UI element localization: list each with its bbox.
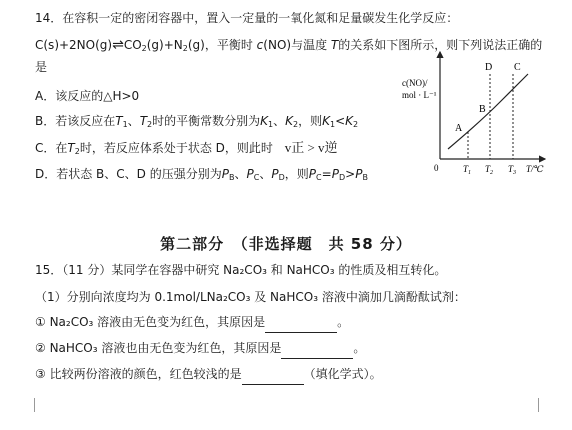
q14-line-3: 是	[35, 60, 48, 74]
q15-text: （填化学式）。	[303, 367, 382, 381]
sub: B	[228, 173, 235, 182]
var-t: T	[330, 38, 339, 52]
q14-option-a: A．该反应的△H>0	[35, 89, 140, 103]
opt-text: 、	[127, 114, 140, 128]
sub: 2	[74, 147, 80, 156]
sub: 2	[147, 120, 153, 129]
q15-line-2: （1）分别向浓度均为 0.1mol/LNa₂CO₃ 及 NaHCO₃ 溶液中滴加几滴酚酞试剂：	[35, 290, 466, 304]
q14-text: 的关系如下图所示，则下列说法正确的	[338, 38, 543, 52]
answer-blank-3[interactable]	[242, 368, 304, 385]
q15-line-4	[35, 340, 365, 359]
page-corner-mark	[538, 398, 553, 412]
origin-label: 0	[434, 163, 439, 173]
q14-text: (g)，平衡时	[187, 38, 253, 52]
opt-text: D．若状态 B、C、D 的压强分别为	[35, 167, 222, 181]
q14-option-b	[35, 113, 358, 133]
var: P	[271, 167, 279, 181]
sub: 1	[268, 120, 274, 129]
var-c: c	[256, 38, 264, 52]
q15-line-5	[35, 366, 382, 385]
opt-text: 、	[259, 167, 272, 181]
q14-option-d	[35, 166, 368, 186]
q15-text: ② NaHCO₃ 溶液也由无色变为红色，其原因是	[35, 341, 282, 355]
q14-line-1: 14．在容积一定的密闭容器中，置入一定量的一氧化氮和足量碳发生化学反应：	[35, 11, 459, 25]
q14-text: (NO)与温度	[263, 38, 328, 52]
answer-blank-2[interactable]	[281, 342, 353, 359]
opt-text: ，则	[298, 114, 323, 128]
q14-reaction-n2: (g)+N	[146, 38, 183, 52]
tick-t3: $T_3$	[508, 164, 517, 176]
opt-text: ，则	[284, 167, 309, 181]
var: K	[322, 114, 330, 128]
q15-text: 。	[337, 315, 350, 329]
var: K	[285, 114, 293, 128]
q15-line-3	[35, 314, 349, 333]
var: K	[260, 114, 269, 128]
q14-graph	[400, 44, 550, 184]
equilibrium-arrow-icon: ⇌	[112, 37, 124, 53]
var: P	[355, 167, 363, 181]
page-corner-mark	[20, 398, 35, 412]
sub: B	[362, 173, 368, 182]
opt-text: C．在	[35, 141, 68, 155]
opt-text: <	[335, 114, 346, 128]
sub: 1	[329, 120, 336, 129]
x-axis-label: T/℃	[526, 164, 544, 174]
sub: D	[338, 173, 346, 182]
q15-line-1: 15．（11 分）某同学在容器中研究 Na₂CO₃ 和 NaHCO₃ 的性质及相互转化。	[35, 263, 447, 277]
q15-text: ③ 比较两份溶液的颜色，红色较浅的是	[35, 367, 242, 381]
sub: 2	[293, 120, 299, 129]
var: K	[345, 114, 354, 128]
q14-reaction-reactants: C(s)+2NO(g)	[35, 38, 113, 52]
q15-text: 。	[353, 341, 366, 355]
sub: D	[278, 173, 285, 182]
opt-text: =	[321, 167, 332, 181]
var: P	[308, 167, 317, 181]
var: T	[115, 114, 123, 128]
answer-blank-1[interactable]	[265, 316, 337, 333]
point-d-label: D	[485, 62, 493, 73]
opt-text: 、	[273, 114, 286, 128]
var: P	[331, 167, 339, 181]
sub-2: 2	[141, 44, 147, 53]
opt-text: >	[345, 167, 356, 181]
tick-t2: $T_2$	[485, 164, 494, 176]
sub: 2	[353, 120, 359, 129]
opt-text: 时的平衡常数分别为	[152, 114, 261, 128]
section-heading: 第二部分 （非选择题 共 58 分）	[160, 235, 412, 253]
y-axis-unit: mol · L⁻¹	[402, 90, 437, 100]
rate-comparison: v正 > v逆	[284, 140, 338, 155]
sub: C	[316, 173, 322, 182]
opt-text: B．若该反应在	[35, 114, 116, 128]
q15-text: ① Na₂CO₃ 溶液由无色变为红色，其原因是	[35, 315, 266, 329]
tick-t1: $T_1$	[463, 164, 472, 176]
opt-text: 时，若反应体系处于状态 D，则此时	[79, 141, 273, 155]
sub: C	[253, 173, 260, 182]
equilibrium-curve	[448, 74, 528, 149]
var: P	[221, 167, 229, 181]
y-axis-label: c(NO)/	[402, 78, 428, 88]
point-c-label: C	[514, 62, 521, 73]
sub: 1	[122, 120, 128, 129]
sub-2: 2	[182, 44, 188, 53]
q14-reaction-co2: CO	[123, 38, 142, 52]
point-a-label: A	[455, 123, 463, 134]
opt-text: 、	[234, 167, 247, 181]
q14-option-c	[35, 140, 338, 160]
var: T	[139, 114, 148, 128]
point-b-label: B	[479, 104, 486, 115]
var: P	[246, 167, 254, 181]
var: T	[67, 141, 75, 155]
